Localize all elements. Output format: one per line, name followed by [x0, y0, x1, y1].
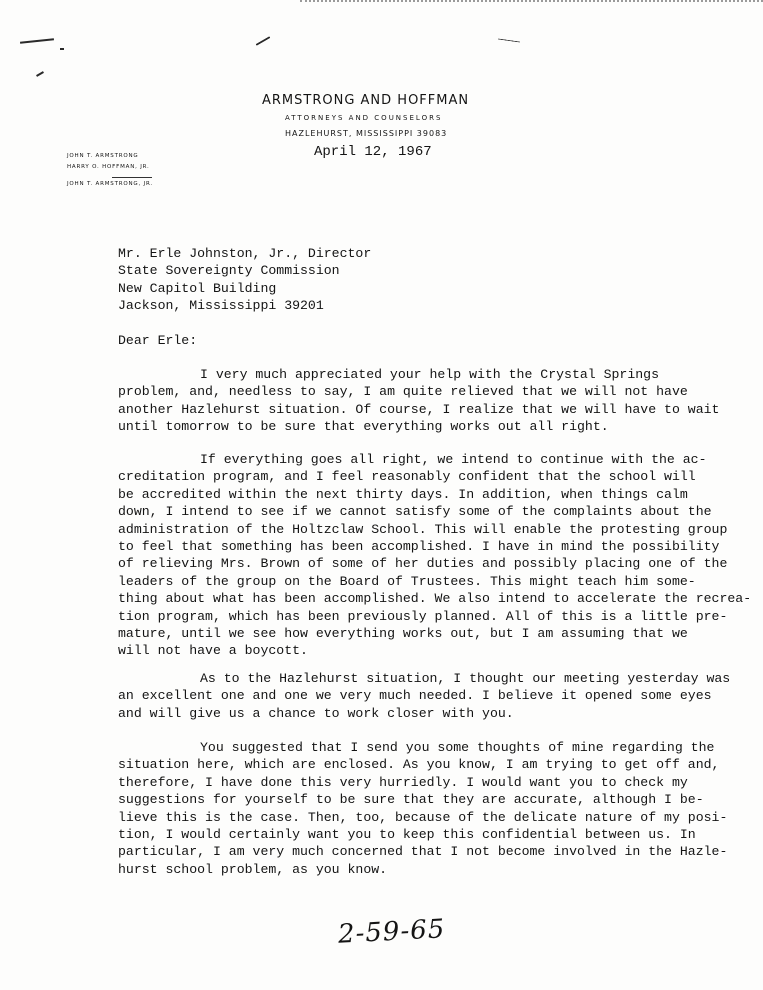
scan-mark	[60, 48, 64, 50]
partner-name: JOHN T. ARMSTRONG, JR.	[67, 181, 153, 187]
text-line: administration of the Holtzclaw School. This will enable the protesting group	[118, 521, 728, 537]
recipient-line: State Sovereignty Commission	[118, 263, 340, 278]
text-line: thing about what has been accomplished. We also intend to accelerate the recrea-	[118, 591, 752, 607]
recipient-line: Mr. Erle Johnston, Jr., Director	[118, 246, 372, 261]
text-line: lieve this is the case. Then, too, because of the delicate nature of my posi-	[118, 809, 728, 825]
text-line: suggestions for yourself to be sure that they are accurate, although I be-	[118, 792, 704, 808]
partner-divider	[112, 177, 152, 178]
handwritten-file-number: 2-59-65	[337, 914, 446, 950]
paragraph	[118, 451, 752, 660]
text-line: tion, I would certainly want you to keep this confidential between us. In	[118, 827, 696, 843]
paragraph	[118, 739, 728, 878]
paragraph	[118, 670, 731, 722]
letter-date: April 12, 1967	[314, 144, 432, 160]
firm-name: ARMSTRONG AND HOFFMAN	[262, 93, 470, 108]
text-line: I very much appreciated your help with the Crystal Springs	[200, 367, 659, 382]
text-line: situation here, which are enclosed. As you know, I am trying to get off and,	[118, 757, 720, 773]
text-line: leaders of the group on the Board of Trustees. This might teach him some-	[118, 573, 696, 589]
text-line: You suggested that I send you some thoughts of mine regarding the	[200, 740, 715, 755]
paragraph	[118, 366, 718, 436]
text-line: hurst school problem, as you know.	[118, 861, 388, 877]
text-line: creditation program, and I feel reasonably confident that the school will	[118, 469, 696, 485]
text-line: particular, I am very much concerned that I not become involved in the Hazle-	[118, 844, 728, 860]
text-line: to feel that something has been accomplished. I have in mind the possibility	[118, 539, 720, 555]
text-line: of relieving Mrs. Brown of some of her duties and possibly placing one of the	[118, 556, 728, 572]
salutation: Dear Erle:	[118, 333, 198, 348]
text-line: and will give us a chance to work closer with you.	[118, 705, 514, 721]
scan-mark	[256, 36, 271, 46]
text-line: therefore, I have done this very hurriedly. I would want you to check my	[118, 774, 688, 790]
text-line: tion program, which has been previously planned. All of this is a little pre-	[118, 608, 728, 624]
text-line: will not have a boycott.	[118, 643, 308, 659]
recipient-line: New Capitol Building	[118, 281, 277, 296]
scan-mark	[36, 71, 44, 77]
text-line: an excellent one and one we very much needed. I believe it opened some eyes	[118, 688, 712, 704]
partner-name: HARRY O. HOFFMAN, JR.	[67, 164, 150, 170]
text-line: problem, and, needless to say, I am quite relieved that we will not have	[118, 384, 688, 400]
scan-top-edge	[300, 0, 763, 5]
text-line: As to the Hazlehurst situation, I thought our meeting yesterday was	[200, 671, 731, 686]
text-line: another Hazlehurst situation. Of course, I realize that we will have to wait	[118, 401, 720, 417]
firm-subtitle: ATTORNEYS AND COUNSELORS	[285, 114, 443, 122]
partner-name: JOHN T. ARMSTRONG	[67, 153, 139, 159]
scan-mark	[498, 38, 520, 42]
firm-address: HAZLEHURST, MISSISSIPPI 39083	[285, 129, 448, 138]
text-line: down, I intend to see if we cannot satisfy some of the complaints about the	[118, 504, 712, 520]
text-line: mature, until we see how everything works out, but I am assuming that we	[118, 626, 688, 642]
scan-mark	[20, 38, 54, 44]
text-line: be accredited within the next thirty days. In addition, when things calm	[118, 486, 688, 502]
recipient-line: Jackson, Mississippi 39201	[118, 298, 324, 313]
text-line: until tomorrow to be sure that everything works out all right.	[118, 419, 609, 435]
text-line: If everything goes all right, we intend to continue with the ac-	[200, 452, 707, 467]
